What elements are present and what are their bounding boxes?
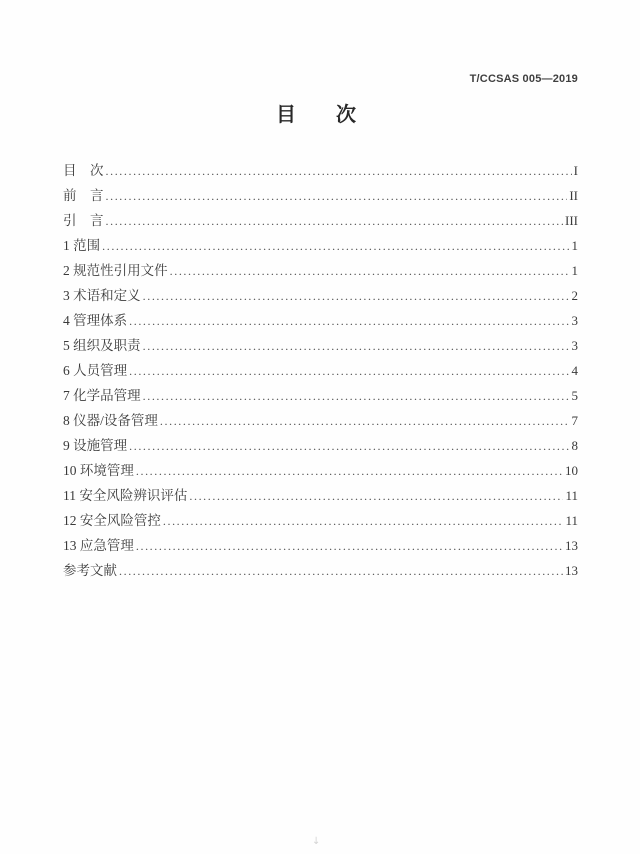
toc-entry-label: 9 设施管理	[63, 438, 128, 453]
toc-entry[interactable]	[63, 533, 578, 558]
toc-entry[interactable]	[63, 433, 578, 458]
toc-entry-page: 11	[565, 513, 578, 528]
toc-entry[interactable]	[63, 358, 578, 383]
toc-entry[interactable]	[63, 508, 578, 533]
toc-entry-label: 5 组织及职责	[63, 338, 141, 353]
toc-entry[interactable]	[63, 558, 578, 583]
toc-entry-page: I	[573, 163, 578, 178]
toc-entry-page: II	[569, 188, 578, 203]
toc-entry[interactable]	[63, 158, 578, 183]
toc-leader-dots	[129, 358, 569, 384]
toc-entry-label: 引 言	[63, 213, 104, 228]
toc-entry-label: 目 次	[63, 163, 104, 178]
toc-entry[interactable]	[63, 408, 578, 433]
toc-entry-label: 12 安全风险管控	[63, 513, 161, 528]
toc-leader-dots	[163, 508, 564, 534]
toc-entry-page: 8	[571, 438, 578, 453]
toc-entry-page: 13	[565, 563, 578, 578]
toc-entry[interactable]	[63, 458, 578, 483]
toc-entry[interactable]	[63, 483, 578, 508]
toc-entry-page: III	[565, 213, 578, 228]
page-title: 目 次	[276, 104, 356, 126]
toc-leader-dots	[129, 433, 569, 459]
toc-entry-label: 2 规范性引用文件	[63, 263, 168, 278]
toc-entry-page: 1	[571, 238, 578, 253]
toc-leader-dots	[160, 408, 570, 434]
toc-entry-page: 13	[565, 538, 578, 553]
toc-entry-label: 前 言	[63, 188, 104, 203]
toc-entry-label: 8 仪器/设备管理	[63, 413, 158, 428]
toc-entry[interactable]	[63, 333, 578, 358]
toc-entry[interactable]	[63, 183, 578, 208]
toc-leader-dots	[136, 533, 563, 559]
toc-entry-page: 1	[571, 263, 578, 278]
toc-leader-dots	[102, 233, 569, 259]
toc-leader-dots	[129, 308, 569, 334]
toc-entry-label: 10 环境管理	[63, 463, 134, 478]
toc-leader-dots	[106, 183, 568, 209]
toc-entry[interactable]	[63, 383, 578, 408]
toc-entry-page: 7	[571, 413, 578, 428]
toc-entry-label: 13 应急管理	[63, 538, 134, 553]
page-bottom-mark: ↓	[312, 836, 321, 847]
toc-entry[interactable]	[63, 233, 578, 258]
toc-leader-dots	[170, 258, 570, 284]
toc-entry-page: 2	[571, 288, 578, 303]
toc-entry[interactable]	[63, 258, 578, 283]
toc-leader-dots	[143, 333, 570, 359]
toc-entry-page: 3	[571, 313, 578, 328]
toc-entry-label: 6 人员管理	[63, 363, 128, 378]
toc-entry-label: 11 安全风险辨识评估	[63, 488, 188, 503]
toc-entry[interactable]	[63, 283, 578, 308]
toc-leader-dots	[119, 558, 563, 584]
toc-entry-label: 4 管理体系	[63, 313, 128, 328]
toc-entry-label: 参考文献	[63, 563, 117, 578]
toc-leader-dots	[143, 283, 570, 309]
toc-entry-label: 7 化学品管理	[63, 388, 141, 403]
toc-entry-page: 4	[571, 363, 578, 378]
toc-leader-dots	[106, 158, 572, 184]
toc-entry-label: 1 范围	[63, 238, 101, 253]
toc-entry[interactable]	[63, 208, 578, 233]
toc-leader-dots	[143, 383, 570, 409]
table-of-contents	[63, 158, 578, 583]
toc-entry-page: 10	[565, 463, 578, 478]
toc-entry-page: 11	[565, 488, 578, 503]
toc-leader-dots	[136, 458, 563, 484]
toc-entry-page: 5	[571, 388, 578, 403]
toc-entry-page: 3	[571, 338, 578, 353]
toc-leader-dots	[189, 483, 563, 509]
toc-entry[interactable]	[63, 308, 578, 333]
toc-entry-label: 3 术语和定义	[63, 288, 141, 303]
standard-number-header: T/CCSAS 005—2019	[469, 73, 578, 85]
toc-leader-dots	[106, 208, 564, 234]
